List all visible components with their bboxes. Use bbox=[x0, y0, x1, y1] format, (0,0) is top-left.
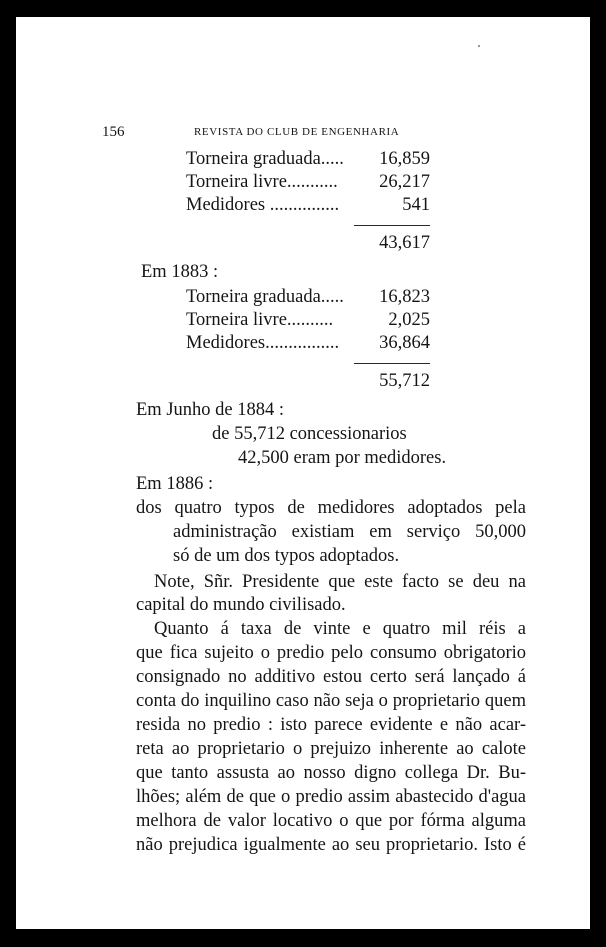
paragraph-line: Quanto á taxa de vinte e quatro mil réis a bbox=[154, 619, 526, 639]
row-value: 36,864 bbox=[379, 333, 430, 353]
sum-rule bbox=[354, 225, 430, 226]
note-line: Note, Sñr. Presidente que este facto se deu na bbox=[154, 572, 526, 592]
row-label: Torneira graduada..... bbox=[186, 287, 344, 307]
paragraph-line: que tanto assusta ao nosso digno collega Dr. Bu- bbox=[136, 763, 526, 783]
table-1882 bbox=[186, 150, 430, 270]
note-line: capital do mundo civilisado. bbox=[136, 595, 346, 615]
june-1884-line: de 55,712 concessionarios bbox=[212, 424, 407, 444]
table-row bbox=[186, 173, 430, 195]
row-value: 541 bbox=[402, 195, 430, 215]
table-row bbox=[186, 196, 430, 218]
row-label: Medidores ............... bbox=[186, 195, 340, 215]
row-label: Torneira livre........... bbox=[186, 172, 338, 192]
june-1884-line: 42,500 eram por medidores. bbox=[238, 448, 447, 468]
paragraph-line: conta do inquilino caso não seja o proprietario quem bbox=[136, 691, 526, 711]
row-value: 2,025 bbox=[388, 310, 430, 330]
table-row bbox=[186, 288, 430, 310]
year-1883-heading: Em 1883 : bbox=[141, 262, 219, 282]
paragraph-line: melhora de valor locativo o que por fórma alguma bbox=[136, 811, 526, 831]
page-number: 156 bbox=[102, 124, 125, 140]
table-row bbox=[186, 334, 430, 356]
paragraph-line: não prejudica igualmente ao seu proprietario. Isto é bbox=[136, 835, 526, 855]
row-label: Medidores................ bbox=[186, 333, 340, 353]
paragraph-line: resida no predio : isto parece evidente e não acar- bbox=[136, 715, 526, 735]
book-page bbox=[16, 17, 590, 929]
row-label: Torneira livre.......... bbox=[186, 310, 334, 330]
running-title: REVISTA DO CLUB DE ENGENHARIA bbox=[194, 126, 400, 138]
year-1886-line: dos quatro typos de medidores adoptados pela bbox=[136, 498, 526, 518]
row-value: 26,217 bbox=[379, 172, 430, 192]
sum-rule bbox=[354, 363, 430, 364]
table-total: 43,617 bbox=[379, 233, 430, 253]
table-total: 55,712 bbox=[379, 371, 430, 391]
paragraph-line: reta ao proprietario o prejuizo inherente ao calote bbox=[136, 739, 526, 759]
row-value: 16,823 bbox=[379, 287, 430, 307]
paragraph-line: que fica sujeito o predio pelo consumo obrigatorio bbox=[136, 643, 526, 663]
speck bbox=[478, 45, 480, 47]
row-value: 16,859 bbox=[379, 149, 430, 169]
table-row bbox=[186, 311, 430, 333]
june-1884-heading: Em Junho de 1884 : bbox=[136, 400, 284, 420]
year-1886-line: administração existiam em serviço 50,000 bbox=[173, 522, 526, 542]
table-1883 bbox=[186, 288, 430, 408]
paragraph-line: lhões; além de que o predio assim abastecido d'agua bbox=[136, 787, 526, 807]
year-1886-line: só de um dos typos adoptados. bbox=[173, 546, 400, 566]
year-1886-heading: Em 1886 : bbox=[136, 474, 214, 494]
row-label: Torneira graduada..... bbox=[186, 149, 344, 169]
paragraph-line: consignado no additivo estou certo será lançado á bbox=[136, 667, 526, 687]
table-row bbox=[186, 150, 430, 172]
